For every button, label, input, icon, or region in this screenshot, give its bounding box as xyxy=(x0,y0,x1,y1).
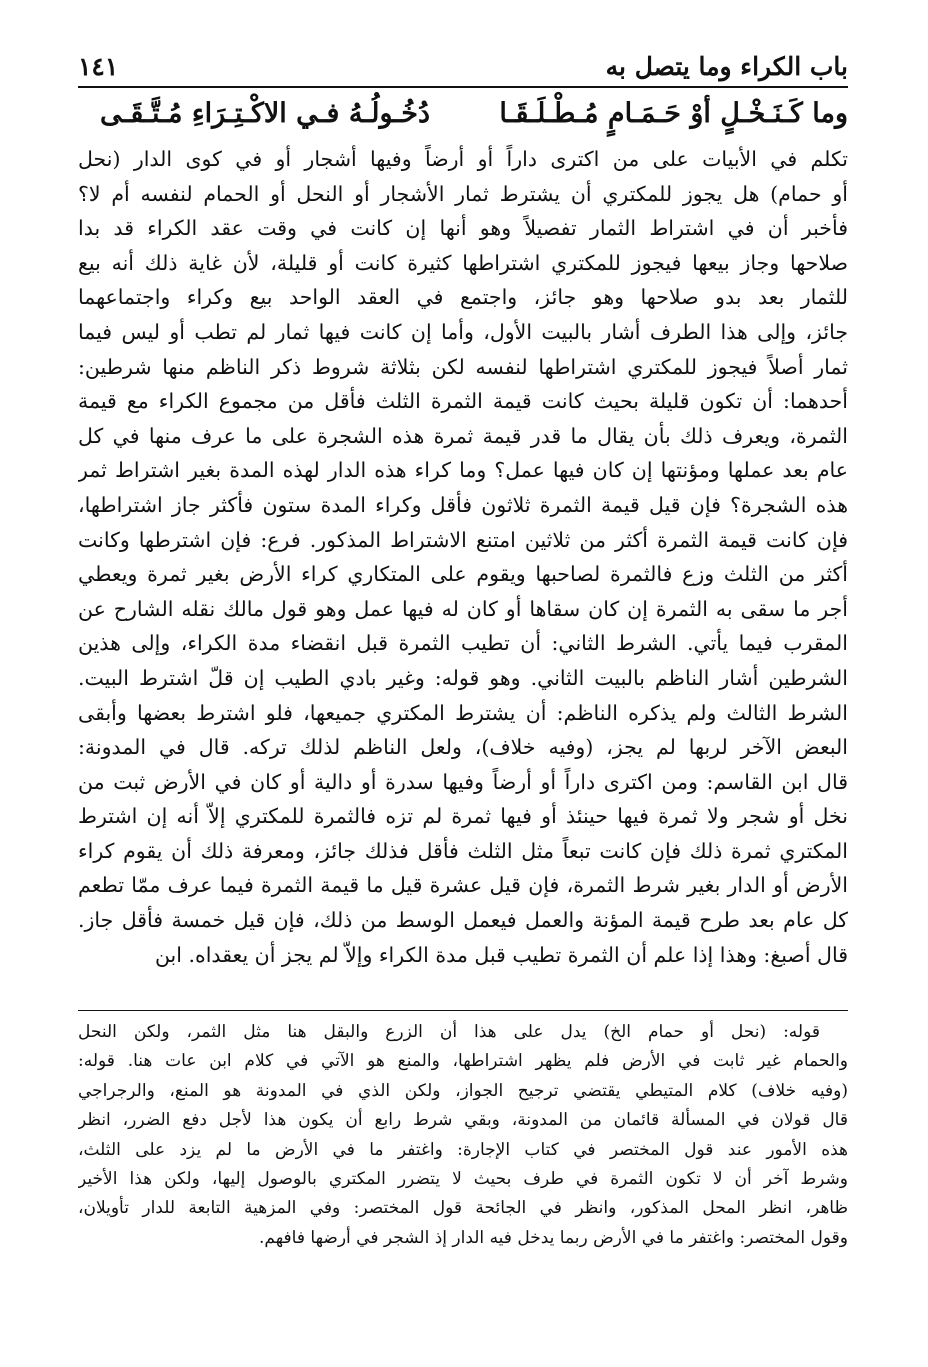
footnote-line: قوله: (نحل أو حمام الخ) يدل على هذا أن الزرع والبقل هنا مثل الثمر، ولكن النحل xyxy=(78,1022,820,1042)
poem-verse xyxy=(100,96,848,140)
body-line: الأرض أو الدار بغير شرط الثمرة، فإن قيل عشرة قيل ما قيمة الثمرة فيما عرف ممّا تطعم xyxy=(78,873,848,898)
body-line: كل عام بعد طرح قيمة المؤنة والعمل فيعمل الوسط من ذلك، فإن قيل خمسة فأقل جاز. xyxy=(78,908,848,933)
body-line: المكتري ثمرة ذلك فإن كانت تبعاً مثل الثلث فأقل فذلك جائز، ومعرفة ذلك أن يقوم كراء xyxy=(78,838,848,863)
body-line: قال أصبغ: وهذا إذا علم أن الثمرة تطيب قبل مدة الكراء وإلاّ لم يجز أن يعقداه. ابن xyxy=(154,942,848,967)
body-line: فأخبر أن في اشتراط الثمار تفصيلاً وهو أنها إن كانت في وقت عقد الكراء قد بدا xyxy=(78,216,848,241)
header-rule xyxy=(78,86,848,88)
body-line: هذه الشجرة؟ فإن قيل قيمة الثمرة ثلاثون فأقل وكراء المدة ستون فأكثر جاز اشتراطها، xyxy=(78,492,848,517)
body-line: أجر ما سقى به الثمرة إن كان سقاها أو كان له فيها عمل وهو قول مالك نقله الشارح عن xyxy=(78,596,848,621)
footnote-line: وقول المختصر: واغتفر ما في الأرض ربما يدخل فيه الدار إذ الشجر في أرضها فافهم. xyxy=(259,1227,848,1248)
running-header xyxy=(78,50,848,84)
body-line: تكلم في الأبيات على من اكترى داراً أو أرضاً وفيها أشجار أو في كوى الدار (نحل xyxy=(78,147,848,171)
footnote-separator xyxy=(78,1010,848,1011)
body-line: الثمرة، ويعرف ذلك بأن يقال ما قدر قيمة ثمرة هذه الشجرة على ما عرف منها في كل xyxy=(78,423,848,448)
chapter-title: باب الكراء وما يتصل به xyxy=(605,52,848,81)
body-line: البعض الآخر لربها لم يجز، (وفيه خلاف)، ولعل الناظم لذلك تركه. قال في المدونة: xyxy=(78,735,848,760)
body-line: جائز، وإلى هذا الطرف أشار بالبيت الأول، وأما إن كانت فيها ثمار لم تطب أو ليس فيما xyxy=(78,319,848,344)
page-number: ١٤١ xyxy=(78,52,119,81)
body-line: أحدهما: أن تكون قليلة بحيث كانت قيمة الثمرة الثلث فأقل من مجموع الكراء مع قيمة xyxy=(78,389,848,414)
verse-hemistich-first: وما كَـنَـخْـلٍ أوْ حَـمَـامٍ مُـطْـلَـقَـا xyxy=(499,98,848,129)
body-line: قال ابن القاسم: ومن اكترى داراً أو أرضاً وفيها سدرة أو دالية أو كان في الأرض ثبت من xyxy=(78,769,848,794)
footnote-line: ظاهر، انظر المحل المذكور، وانظر في الجائحة قول المختصر: وفي المزهية التابعة للدار تأويلان، xyxy=(78,1198,848,1219)
body-line: ثمار أصلاً فيجوز للمكتري اشتراطها لنفسه لكن بثلاثة شروط ذكر الناظم منها شرطين: xyxy=(78,354,848,379)
verse-hemistich-second: دُخُـولُـهُ فـي الاكْـتِـرَاءِ مُـتَّـقَـى xyxy=(100,98,431,129)
footnote-line: (وفيه خلاف) كلام المتيطي يقتضي ترجيح الجواز، ولكن الذي في المدونة هو المنع، والرجراجي xyxy=(78,1080,848,1101)
body-line: فإن كانت قيمة الثمرة أكثر من ثلاثين امتنع الاشتراط المذكور. فرع: فإن اشترطها وكانت xyxy=(78,527,848,552)
body-line: الشرط الثالث ولم يذكره الناظم: أن يشترط المكتري جميعها، فلو اشترط بعضها وأبقى xyxy=(78,700,848,725)
body-line: عام بعد عملها ومؤنتها إن كان فيها عمل؟ وما كراء هذه الدار لهذه المدة بغير اشتراط ثمر xyxy=(78,458,848,483)
footnote-line: هذه الأمور عند قول المختصر في كتاب الإجارة: واغتفر ما في الأرض ما لم يزد على الثلث، xyxy=(78,1139,848,1160)
body-line: الشرطين أشار الناظم بالبيت الثاني. وهو قوله: وغير بادي الطيب إن قلّ اشترط البيت. xyxy=(78,665,848,690)
footnote-line: والحمام غير ثابت في الأرض فلم يظهر اشتراطها، والمنع هو الآتي في كلام ابن عات هنا. قوله: xyxy=(78,1051,848,1072)
body-line: للثمار بعد بدو صلاحها وهو جائز، واجتمع في العقد الواحد بيع وكراء واجتماعهما xyxy=(78,285,848,310)
footnotes xyxy=(78,1018,848,1253)
body-line: نخل أو شجر ولا ثمرة فيها حينئذ أو فيها ثمرة لم تزه فالثمرة للمكتري إلاّ أنه إن اشترط xyxy=(78,804,848,829)
body-line: صلاحها وجاز بيعها فيجوز للمكتري اشتراطها كثيرة كانت أو قليلة، لأن غاية ذلك أنه بيع xyxy=(78,250,848,275)
footnote-line: قال قولان في المسألة قائمان من المدونة، وبقي شرط رابع أن يكون هذا لأجل دفع الضرر، انظر xyxy=(78,1110,848,1131)
footnote-line: وشرط آخر أن لا تكون الثمرة في طرف بحيث لا يتضرر المكتري بالوصول إليها، ولكن هذا الأخير xyxy=(78,1168,848,1189)
body-line: المقرب فيما يأتي. الشرط الثاني: أن تطيب الثمرة قبل انقضاء مدة الكراء، وإلى هذين xyxy=(78,631,848,656)
body-line: أو حمام) هل يجوز للمكتري أن يشترط ثمار الأشجار أو النحل أو الحمام لنفسه أم لا؟ xyxy=(78,181,848,206)
body-line: أكثر من الثلث وزع فالثمرة لصاحبها ويقوم على المتكاري كراء الأرض بغير ثمرة ويعطي xyxy=(78,562,848,587)
commentary-body xyxy=(78,142,848,972)
